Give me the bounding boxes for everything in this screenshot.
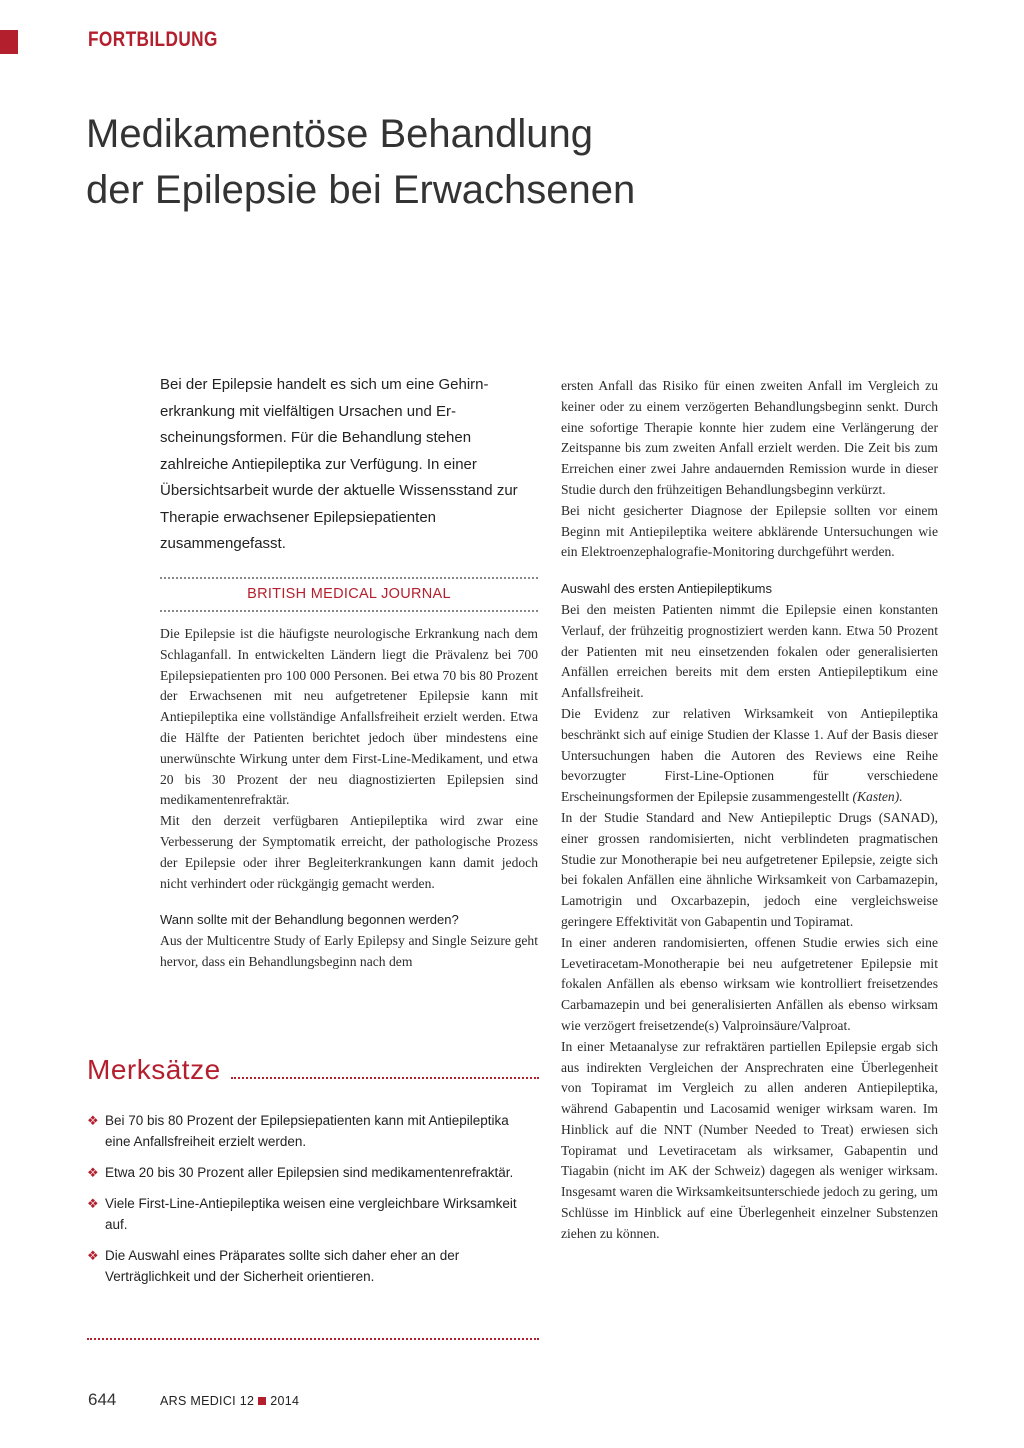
page-number: 644 [88, 1390, 117, 1409]
subheading: Auswahl des ersten Antiepileptikums [561, 581, 773, 597]
list-item [87, 1193, 527, 1235]
body-paragraph: Bei den meisten Patienten nimmt die Epilepsie einen konstanten Verlauf, der frühzeitig prognostiziert werden kann. Etwa 50 Prozent der Patienten mit neu einsetzenden fokalen oder generalisierten Anfällen erreichen bereits mit dem ersten Antiepileptikum eine Anfallsfreiheit. [561, 601, 938, 701]
body-paragraph: Die Epilepsie ist die häufigste neurologische Erkrankung nach dem Schlaganfall. In entwickelten Ländern liegt die Prävalenz bei 700 Epilepsiepatienten pro 100 000 Personen. Bei etwa 70 bis 80 Prozent der Erwachsenen mit neu aufgetretener Epilepsie kann mit Antiepileptika eine vollständige Anfallsfreiheit erzielt werden. Etwa die Hälfte der Patienten berichtet jedoch über mindestens eine unerwünschte Wirkung unter dem First-Line-Medikament, und etwa 20 bis 30 Prozent der neu diagnostizierten Epilepsien sind medikamentenrefraktär. [160, 626, 538, 808]
body-paragraph: Bei nicht gesicherter Diagnose der Epilepsie sollten vor einem Beginn mit Antiepileptika weitere abklärende Untersuchungen wie ein Elektroenzephalografie-Monitoring durchgeführt werden. [561, 502, 938, 560]
body-paragraph [561, 704, 938, 808]
subheading: Wann sollte mit der Behandlung begonnen werden? [160, 912, 459, 928]
dotted-rule [231, 1077, 539, 1079]
lead-paragraph: Bei der Epilepsie handelt es sich um eine Gehirnerkrankung mit vielfältigen Ursachen und Erscheinungsformen. Für die Behandlung stehen zahlreiche Antiepileptika zur Verfügung. In einer Übersichtsarbeit wurde der aktuelle Wissensstand zur Therapie erwachsener Epilepsiepatienten zusammengefasst. [160, 376, 518, 552]
merksaetze-title: Merksätze [87, 1054, 221, 1085]
diamond-bullet-icon: ❖ [87, 1113, 99, 1128]
merksaetze-bottom-rule [87, 1338, 539, 1340]
square-separator-icon [258, 1397, 266, 1405]
list-item [87, 1245, 527, 1287]
list-item [87, 1110, 527, 1152]
body-paragraph: Aus der Multicentre Study of Early Epilepsy and Single Seizure geht hervor, dass ein Behandlungsbeginn nach dem [160, 933, 538, 969]
merksaetze-header [87, 1047, 539, 1087]
list-item-text: Bei 70 bis 80 Prozent der Epilepsiepatienten kann mit Antiepileptika eine Anfallsfreiheit erzielt werden. [105, 1113, 509, 1149]
article-title [86, 106, 986, 218]
body-paragraph: In der Studie Standard and New Antiepileptic Drugs (SANAD), einer grossen randomisierten, nicht verblindeten pragmatischen Studie zur Monotherapie bei neu aufgetretener Epilepsie, zeigte sich bei fokalen Anfällen eine ähnliche Wirksamkeit von Carbamazepin, Lamotrigin und Oxcarbazepin, jedoch eine vergleichsweise geringere Effektivität von Gabapentin und Topiramat. [561, 809, 938, 929]
source-label: BRITISH MEDICAL JOURNAL [160, 577, 538, 612]
left-column [160, 624, 538, 973]
diamond-bullet-icon: ❖ [87, 1165, 99, 1180]
list-item [87, 1162, 527, 1183]
section-label: FORTBILDUNG [88, 28, 218, 51]
body-paragraph: ersten Anfall das Risiko für einen zweiten Anfall im Vergleich zu keiner oder zu einem verzögerten Behandlungsbeginn senkt. Durch eine sofortige Therapie konnte hier zudem eine Verlängerung der Zeitspanne bis zum zweiten Anfall erzielt werden. Die Zeit bis zum Erreichen einer zwei Jahre andauernden Remission wurde in dieser Studie durch den frühzeitigen Behandlungsbeginn verkürzt. [561, 378, 938, 497]
list-item-text: Viele First-Line-Antiepileptika weisen eine vergleichbare Wirksamkeit auf. [105, 1196, 517, 1232]
body-paragraph: In einer anderen randomisierten, offenen Studie erwies sich eine Levetiracetam-Monotherapie bei neu aufgetretener Epilepsie mit fokalen Anfällen als ebenso wirksam wie kontrolliert freisetzendes Carbamazepin und bei generalisierten Anfällen als ebenso wirksam wie verzögert freisetzende(s) Valproinsäure/Valproat. [561, 934, 938, 1033]
magazine-footer [160, 1394, 299, 1408]
title-line-2: der Epilepsie bei Erwachsenen [86, 168, 636, 212]
right-column [561, 376, 938, 1245]
merksaetze-list [87, 1110, 527, 1297]
title-line-1: Medikamentöse Behandlung [86, 112, 594, 156]
section-marker [0, 30, 18, 54]
body-paragraph: In einer Metaanalyse zur refraktären partiellen Epilepsie ergab sich aus indirekten Vergleichen der Ansprechraten eine Überlegenheit von Topiramat im Vergleich zu allen anderen Antiepileptika, während Gabapentin und Lacosamid weniger wirksam waren. Im Hinblick auf die NNT (Number Needed to Treat) erwiesen sich Topiramat und Levetiracetam als wirksamer, Gabapentin und Tiagabin (nicht im AK der Schweiz) dagegen als weniger wirksam. Insgesamt waren die Wirksamkeitsunterschiede jedoch zu gering, um Schlüsse im Hinblick auf eine Überlegenheit einzelner Substenzen ziehen zu können. [561, 1038, 938, 1241]
list-item-text: Die Auswahl eines Präparates sollte sich daher eher an der Verträglichkeit und der Sicherheit orientieren. [105, 1248, 460, 1284]
magazine-name: ARS MEDICI 12 [160, 1394, 255, 1408]
diamond-bullet-icon: ❖ [87, 1248, 99, 1263]
body-text: Die Evidenz zur relativen Wirksamkeit von Antiepileptika beschränkt sich auf einige Studien der Klasse 1. Auf der Basis dieser Untersuchungen haben die Autoren des Reviews eine Reihe bevorzugter First-Line-Optionen für verschiedene Erscheinungsformen der Epilepsie zusammengestellt [561, 705, 938, 805]
magazine-year: 2014 [270, 1394, 300, 1408]
list-item-text: Etwa 20 bis 30 Prozent aller Epilepsien sind medikamentenrefraktär. [105, 1165, 514, 1180]
body-paragraph: Mit den derzeit verfügbaren Antiepileptika wird zwar eine Verbesserung der Symptomatik erreicht, der pathologische Prozess der Epilepsie oder ihrer Begleiterkrankungen kann damit jedoch nicht verhindert oder rückgängig gemacht werden. [160, 813, 538, 891]
diamond-bullet-icon: ❖ [87, 1196, 99, 1211]
kasten-reference: (Kasten). [852, 789, 903, 805]
